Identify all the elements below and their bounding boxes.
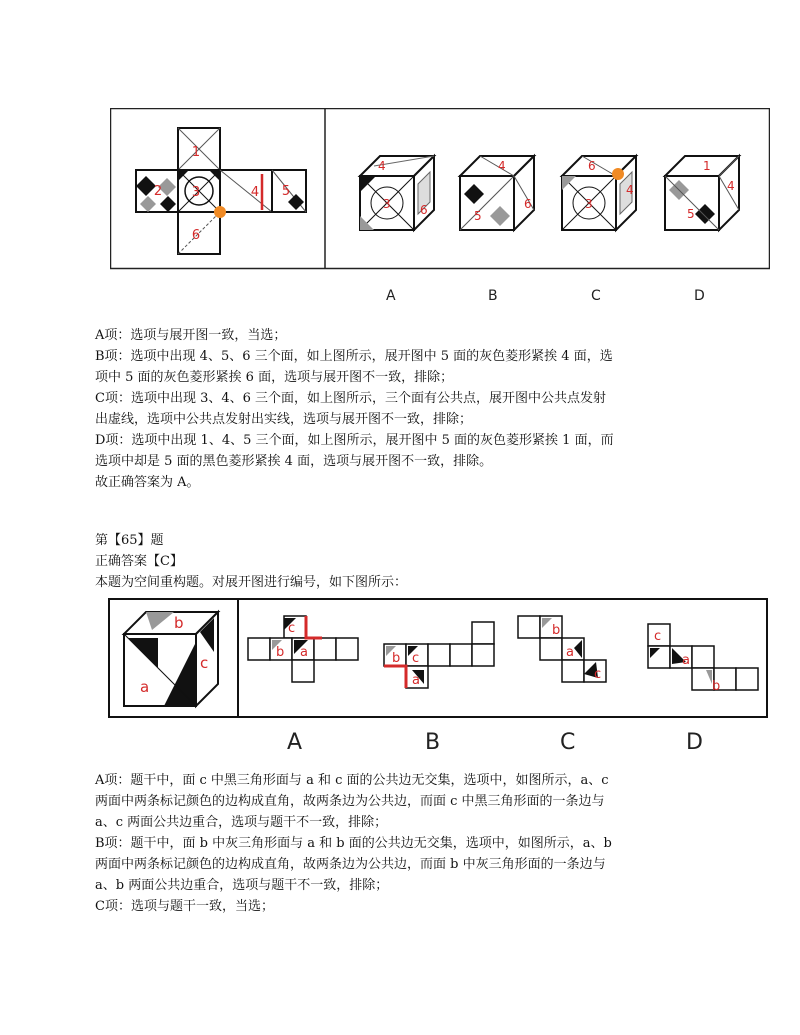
net-label-2: 2: [153, 184, 163, 199]
explanation-line: D项：选项中出现 1、4、5 三个面，如上图所示，展开图中 5 面的灰色菱形紧挨 1 面，而: [95, 433, 614, 448]
cube-b-label-side: 6: [524, 197, 532, 211]
net-label-1: 1: [191, 145, 201, 160]
net-c-label-b: b: [552, 623, 561, 638]
explanation-line: a、b 两面公共边重合，选项与题干不一致，排除；: [95, 878, 389, 893]
cube-d-label-front: 5: [687, 207, 695, 221]
explanation-line: 故正确答案为 A。: [95, 475, 200, 490]
option-a-label: A: [386, 288, 396, 304]
net-label-5: 5: [281, 184, 291, 199]
cube-option-b: [460, 156, 534, 230]
question-intro: 本题为空间重构题。对展开图进行编号，如下图所示：: [95, 575, 408, 590]
net-c-label-c: c: [594, 667, 602, 682]
explanation-line: 两面中两条标记颜色的边构成直角，故两条边为公共边，而面 c 中黑三角形面的一条边与: [95, 794, 605, 809]
option-a-label: A: [287, 730, 303, 755]
question-number: 第【65】题: [95, 533, 164, 548]
explanation-line: 两面中两条标记颜色的边构成直角，故两条边为公共边，而面 b 中灰三角形面的一条边与: [95, 857, 606, 872]
net-a-label-c: c: [288, 621, 296, 636]
explanation-line: 项中 5 面的灰色菱形紧挨 6 面，选项与展开图不一致，排除；: [95, 370, 454, 385]
cube-a-label-top: 4: [378, 159, 386, 173]
option-b-label: B: [425, 730, 441, 755]
stem-label-c: c: [200, 654, 209, 672]
option-c-label: C: [591, 288, 601, 304]
net-label-6: 6: [191, 228, 201, 243]
net-b-label-b: b: [392, 651, 401, 666]
explanation-line: B项：题干中，面 b 中灰三角形面与 a 和 b 面的公共边无交集，选项中，如图所示，a、b: [95, 836, 612, 851]
explanation-line: A项：选项与展开图一致，当选；: [95, 328, 287, 343]
explanation-line: A项：题干中，面 c 中黑三角形面与 a 和 c 面的公共边无交集，选项中，如图所示，a、c: [95, 773, 609, 788]
explanation-line: C项：选项中出现 3、4、6 三个面，如上图所示，三个面有公共点，展开图中公共点发射: [95, 391, 607, 406]
net-label-3: 3: [191, 185, 201, 200]
net-d-label-c: c: [654, 629, 662, 644]
cube-c-label-front: 3: [585, 197, 593, 211]
option-b-label: B: [488, 288, 498, 304]
cube-a-label-side: 6: [420, 203, 428, 217]
option-d-label: D: [686, 730, 703, 755]
cube-option-c: [562, 156, 636, 230]
explanation-line: a、c 两面公共边重合，选项与题干不一致，排除；: [95, 815, 388, 830]
net-d-label-a: a: [682, 653, 690, 668]
stem-label-b: b: [174, 614, 184, 632]
stem-cube: [124, 612, 218, 706]
cube-c-label-side: 4: [626, 183, 634, 197]
correct-answer: 正确答案【C】: [95, 554, 183, 569]
cube-a-label-front: 3: [383, 197, 391, 211]
net-d-label-b: b: [712, 679, 721, 694]
explanation-line: 出虚线，选项中公共点发射出实线，选项与展开图不一致，排除；: [95, 412, 473, 427]
net-c-label-a: a: [566, 645, 574, 660]
option-d-label: D: [694, 288, 705, 304]
option-c-label: C: [560, 730, 576, 755]
stem-label-a: a: [140, 678, 150, 696]
explanation-line: 选项中却是 5 面的黑色菱形紧挨 4 面，选项与展开图不一致，排除。: [95, 454, 493, 469]
cube-option-a: [360, 156, 434, 230]
net-label-4: 4: [250, 185, 260, 200]
cube-d-label-side: 4: [727, 179, 735, 193]
net-a-label-b: b: [276, 645, 285, 660]
figure-1: [110, 108, 770, 270]
net-b-label-a: a: [412, 673, 420, 688]
net-b-label-c: c: [412, 651, 420, 666]
cube-b-label-front: 5: [474, 209, 482, 223]
explanation-line: C项：选项与题干一致，当选；: [95, 899, 274, 914]
net-a-label-a: a: [300, 645, 308, 660]
cube-b-label-top: 4: [498, 159, 506, 173]
cube-c-label-top: 6: [588, 159, 596, 173]
figure-2: [108, 598, 768, 718]
cube-option-d: [665, 156, 739, 230]
explanation-line: B项：选项中出现 4、5、6 三个面，如上图所示，展开图中 5 面的灰色菱形紧挨 4 面，选: [95, 349, 613, 364]
cube-d-label-top: 1: [703, 159, 711, 173]
